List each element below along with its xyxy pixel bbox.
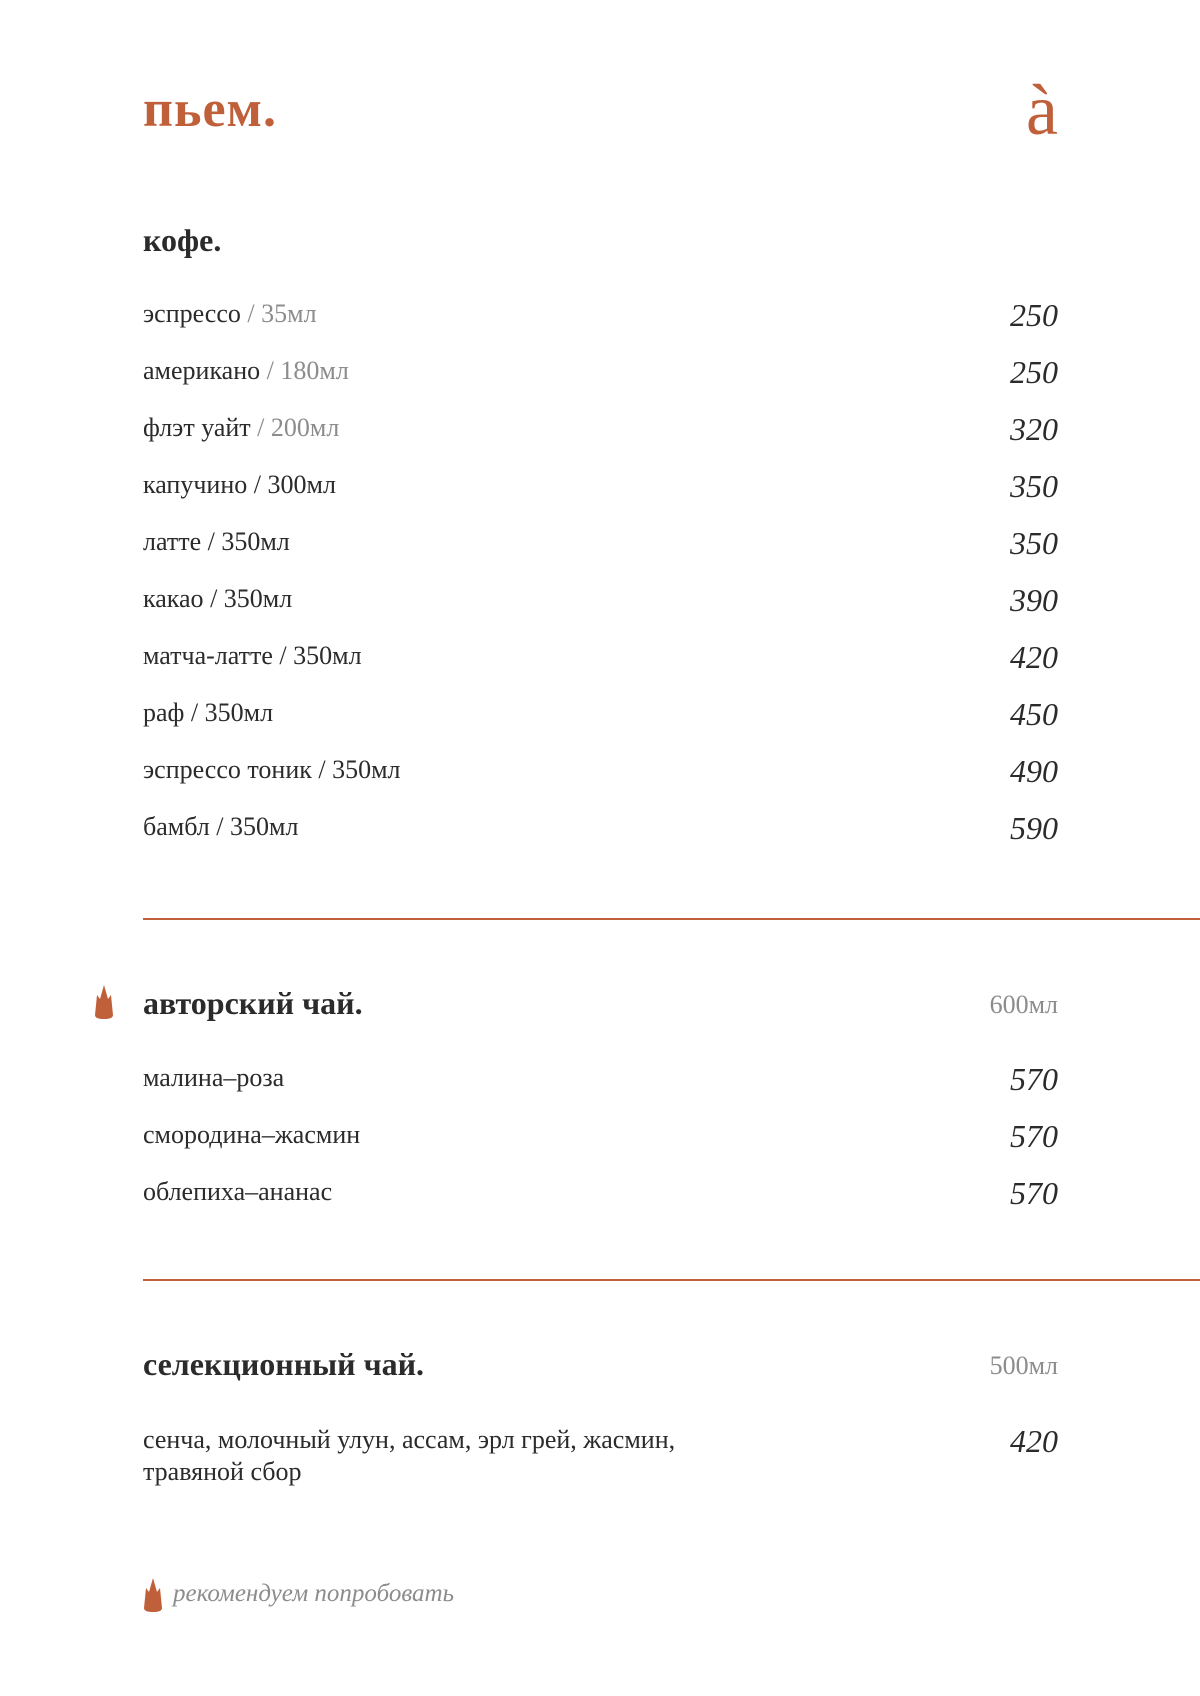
item-name: латте	[143, 527, 202, 556]
item-name: флэт уайт	[143, 413, 251, 442]
menu-item: смородина–жасмин	[143, 1120, 361, 1149]
recommend-note: рекомендуем попробовать	[173, 1580, 454, 1607]
menu-item: сенча, молочный улун, ассам, эрл грей, жасмин, травяной сбор	[143, 1425, 676, 1486]
section-title-coffee: кофе.	[143, 222, 222, 258]
menu-item	[143, 412, 339, 444]
menu-item	[143, 469, 336, 501]
logo: à	[1026, 70, 1058, 150]
item-price: 570	[1010, 1175, 1058, 1211]
item-price: 490	[1010, 753, 1058, 789]
item-name: бамбл	[143, 812, 210, 841]
item-volume: / 350мл	[207, 527, 290, 556]
menu-item	[143, 583, 292, 615]
item-volume: / 180мл	[266, 356, 349, 385]
menu-item	[143, 697, 273, 729]
item-volume: / 350мл	[318, 755, 401, 784]
item-name: эспрессо	[143, 299, 241, 328]
item-volume: / 350мл	[216, 812, 299, 841]
item-volume: / 350мл	[279, 641, 362, 670]
item-volume: / 300мл	[253, 470, 336, 499]
menu-item	[143, 754, 401, 786]
item-price: 420	[1010, 639, 1058, 675]
page-title: пьем.	[143, 81, 277, 138]
item-price: 250	[1010, 354, 1058, 390]
item-price: 350	[1010, 468, 1058, 504]
flame-icon	[94, 985, 114, 1019]
item-volume: / 200мл	[257, 413, 340, 442]
item-name: капучино	[143, 470, 248, 499]
menu-item	[143, 526, 290, 558]
item-name: эспрессо тоник	[143, 755, 312, 784]
menu-item: облепиха–ананас	[143, 1177, 333, 1206]
section-divider	[143, 1279, 1200, 1281]
item-volume: / 350мл	[190, 698, 274, 727]
section-divider	[143, 918, 1200, 920]
item-name: какао	[143, 584, 204, 613]
menu-item	[143, 355, 349, 387]
menu-item	[143, 640, 362, 672]
item-price: 350	[1010, 525, 1058, 561]
menu-item	[143, 298, 317, 330]
item-price: 250	[1010, 297, 1058, 333]
item-price: 420	[1010, 1423, 1058, 1459]
menu-item	[143, 811, 298, 843]
item-price: 570	[1010, 1118, 1058, 1154]
menu-item: малина–роза	[143, 1063, 285, 1092]
section-title-selection-tea: селекционный чай.	[143, 1346, 425, 1382]
item-price: 570	[1010, 1061, 1058, 1097]
flame-icon	[143, 1578, 163, 1612]
item-price: 590	[1010, 810, 1058, 846]
section-title-author-tea: авторский чай.	[143, 985, 363, 1021]
item-name: американо	[143, 356, 261, 385]
item-volume: / 35мл	[247, 299, 317, 328]
item-name: раф	[143, 698, 185, 727]
item-price: 320	[1010, 411, 1058, 447]
item-name: матча-латте	[143, 641, 273, 670]
item-price: 450	[1010, 696, 1058, 732]
item-price: 390	[1010, 582, 1058, 618]
section-volume: 500мл	[989, 1351, 1058, 1380]
section-volume: 600мл	[989, 990, 1058, 1019]
item-volume: / 350мл	[210, 584, 293, 613]
